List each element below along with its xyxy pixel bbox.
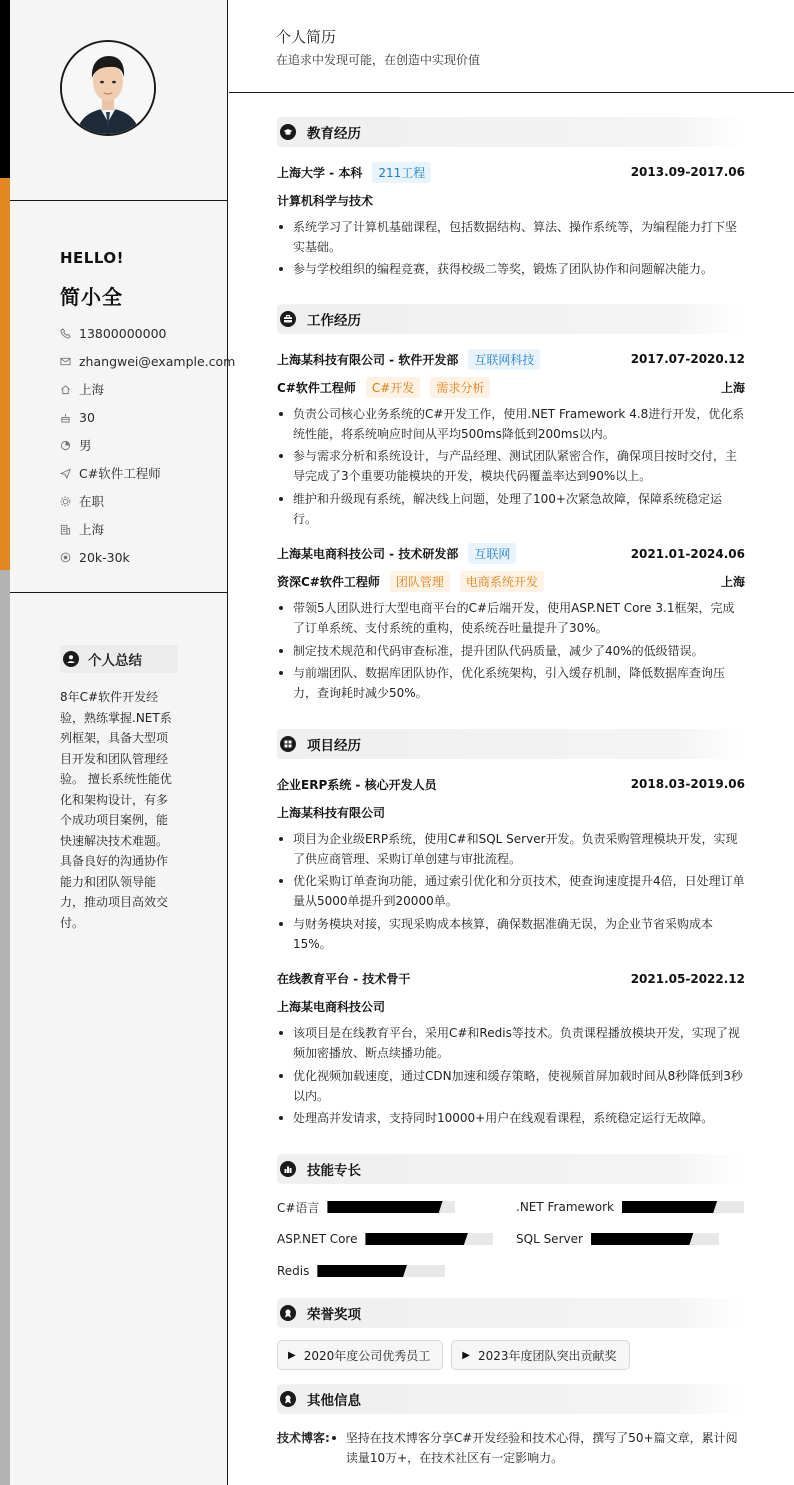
project-bullets bbox=[277, 1023, 745, 1128]
list-item: 坚持在技术博客分享C#开发经验和技术心得，撰写了50+篇文章，累计阅读量10万+，在技术社区有一定影响力。 bbox=[330, 1428, 745, 1468]
school-name: 上海大学 - 本科 bbox=[277, 165, 363, 180]
other-bullets bbox=[330, 1428, 745, 1468]
status-icon bbox=[60, 496, 71, 507]
skill-bar bbox=[365, 1233, 493, 1245]
project-period: 2021.05-2022.12 bbox=[630, 971, 745, 986]
user-icon bbox=[63, 651, 79, 667]
job-role: C#软件工程师 bbox=[277, 380, 356, 395]
job-industry-tag: 互联网科技 bbox=[468, 349, 540, 370]
star-badge-icon bbox=[280, 1391, 296, 1407]
job-company: 上海某电商科技公司 - 技术研发部 bbox=[277, 547, 459, 561]
projects-section bbox=[277, 729, 745, 1128]
project-entry bbox=[277, 965, 745, 1129]
skill-item bbox=[516, 1196, 744, 1218]
list-item: 与前端团队、数据库团队协作，优化系统架构，引入缓存机制，降低数据库查询压力，查询耗时减少50%。 bbox=[277, 663, 745, 703]
skill-bar-fill bbox=[327, 1201, 442, 1213]
job-skill-tag: 团队管理 bbox=[390, 571, 450, 592]
job-city: 上海 bbox=[720, 575, 745, 589]
job-bullets bbox=[277, 598, 745, 703]
award-item[interactable] bbox=[451, 1340, 629, 1370]
other-section bbox=[277, 1384, 745, 1468]
info-value: 20k-30k bbox=[79, 549, 130, 565]
education-section bbox=[277, 117, 745, 279]
list-item: 系统学习了计算机基础课程，包括数据结构、算法、操作系统等，为编程能力打下坚实基础。 bbox=[277, 217, 745, 257]
send-icon bbox=[60, 468, 71, 479]
project-bullets bbox=[277, 829, 745, 954]
projects-heading bbox=[277, 729, 745, 759]
job-industry-tag: 互联网 bbox=[468, 543, 516, 564]
summary-heading bbox=[60, 645, 178, 673]
skill-bar bbox=[591, 1233, 719, 1245]
gender-icon bbox=[60, 440, 71, 451]
award-item[interactable] bbox=[277, 1340, 443, 1370]
project-name: 企业ERP系统 - 核心开发人员 bbox=[277, 777, 437, 792]
skill-bar-fill bbox=[591, 1233, 693, 1245]
info-value: 上海 bbox=[79, 382, 105, 397]
job-skill-tag: 电商系统开发 bbox=[460, 571, 544, 592]
project-name-row bbox=[277, 770, 745, 798]
list-item: 负责公司核心业务系统的C#开发工作，使用.NET Framework 4.8进行开发，优化系统性能，将系统响应时间从平均500ms降低到200ms以内。 bbox=[277, 404, 745, 444]
list-item: 参与学校组织的编程竞赛，获得校级二等奖，锻炼了团队协作和问题解决能力。 bbox=[277, 259, 745, 279]
awards-heading bbox=[277, 1298, 745, 1328]
job-role: 资深C#软件工程师 bbox=[277, 575, 380, 589]
education-row bbox=[277, 158, 745, 186]
briefcase-icon bbox=[280, 311, 296, 327]
building-icon bbox=[60, 524, 71, 535]
bar-chart-icon bbox=[280, 1161, 296, 1177]
section-title: 项目经历 bbox=[307, 738, 361, 754]
info-value: 上海 bbox=[79, 522, 105, 537]
award-label: 2020年度公司优秀员工 bbox=[303, 1348, 431, 1363]
job-city: 上海 bbox=[720, 380, 745, 395]
play-icon: ▶ bbox=[288, 1349, 296, 1361]
salary-icon bbox=[60, 552, 71, 563]
skill-bar-fill bbox=[317, 1265, 407, 1277]
info-value: zhangwei@example.com bbox=[79, 353, 236, 369]
section-title: 其他信息 bbox=[307, 1393, 361, 1409]
skill-item bbox=[516, 1228, 744, 1250]
education-heading bbox=[277, 117, 745, 147]
info-work-city bbox=[60, 515, 227, 543]
info-value: 13800000000 bbox=[79, 325, 167, 341]
phone-icon bbox=[60, 328, 71, 339]
list-item: 优化视频加载速度，通过CDN加速和缓存策略，使视频首屏加载时间从8秒降低到3秒以内。 bbox=[277, 1066, 745, 1106]
section-title: 教育经历 bbox=[307, 126, 361, 142]
project-company: 上海某科技有限公司 bbox=[277, 805, 386, 820]
awards-section bbox=[277, 1298, 745, 1370]
summary-section bbox=[10, 593, 227, 933]
list-item: 参与需求分析和系统设计，与产品经理、测试团队紧密合作，确保项目按时交付，主导完成了3个重要功能模块的开发，模块代码覆盖率达到90%以上。 bbox=[277, 446, 745, 486]
info-value: 男 bbox=[79, 438, 92, 453]
list-item: 该项目是在线教育平台，采用C#和Redis等技术。负责课程播放模块开发，实现了视频加密播放、断点续播功能。 bbox=[277, 1023, 745, 1063]
award-label: 2023年度团队突出贡献奖 bbox=[477, 1348, 617, 1363]
list-item: 优化采购订单查询功能，通过索引优化和分页技术，使查询速度提升4倍，日处理订单量从5000单提升到20000单。 bbox=[277, 871, 745, 911]
info-value: 在职 bbox=[79, 494, 105, 509]
page-title: 个人简历 bbox=[276, 28, 337, 46]
school-tag: 211工程 bbox=[372, 162, 431, 183]
person-name: 简小全 bbox=[60, 285, 123, 309]
info-status bbox=[60, 487, 227, 515]
info-age bbox=[60, 403, 227, 431]
info-phone bbox=[60, 319, 227, 347]
main-content bbox=[229, 0, 794, 1485]
project-name-row bbox=[277, 965, 745, 993]
skills-heading bbox=[277, 1154, 745, 1184]
list-item: 与财务模块对接，实现采购成本核算，确保数据准确无误，为企业节省采购成本15%。 bbox=[277, 914, 745, 954]
other-heading bbox=[277, 1384, 745, 1414]
section-title: 工作经历 bbox=[307, 313, 361, 329]
home-icon bbox=[60, 384, 71, 395]
info-salary bbox=[60, 543, 227, 571]
grid-icon bbox=[280, 736, 296, 752]
education-period: 2013.09-2017.06 bbox=[630, 165, 745, 179]
project-company: 上海某电商科技公司 bbox=[277, 1000, 386, 1014]
job-skill-tag: 需求分析 bbox=[430, 377, 490, 398]
other-row bbox=[277, 1428, 745, 1468]
cake-icon bbox=[60, 412, 71, 423]
info-position bbox=[60, 459, 227, 487]
section-title: 荣誉奖项 bbox=[307, 1307, 361, 1323]
list-item: 制定技术规范和代码审查标准，提升团队代码质量，减少了40%的低级错误。 bbox=[277, 641, 745, 661]
awards-list bbox=[277, 1340, 745, 1370]
info-email bbox=[60, 347, 236, 375]
work-heading bbox=[277, 304, 745, 334]
skill-item bbox=[277, 1260, 516, 1282]
skill-item bbox=[277, 1196, 516, 1218]
skill-name: SQL Server bbox=[516, 1232, 583, 1246]
skill-bar-fill bbox=[365, 1233, 467, 1245]
list-item: 项目为企业级ERP系统，使用C#和SQL Server开发。负责采购管理模块开发，实现了供应商管理、采购订单创建与审批流程。 bbox=[277, 829, 745, 869]
job-bullets bbox=[277, 404, 745, 529]
skill-name: C#语言 bbox=[277, 1200, 320, 1215]
skill-bar bbox=[327, 1201, 455, 1213]
project-entry bbox=[277, 770, 745, 954]
info-value: 30 bbox=[79, 409, 95, 425]
skill-bar-fill bbox=[622, 1201, 717, 1213]
education-major: 计算机科学与技术 bbox=[277, 193, 374, 208]
job-entry bbox=[277, 540, 745, 704]
job-company-row bbox=[277, 540, 745, 568]
profile-section bbox=[10, 201, 236, 593]
sidebar bbox=[10, 0, 236, 1485]
education-bullets bbox=[277, 217, 745, 280]
job-period: 2021.01-2024.06 bbox=[630, 546, 745, 561]
accent-stripe-bottom bbox=[0, 570, 10, 1485]
project-name: 在线教育平台 - 技术骨干 bbox=[277, 972, 411, 986]
graduation-cap-icon bbox=[280, 124, 296, 140]
list-item: 带领5人团队进行大型电商平台的C#后端开发，使用ASP.NET Core 3.1框架，完成了订单系统、支付系统的重构，使系统吞吐量提升了30%。 bbox=[277, 598, 745, 638]
summary-title: 个人总结 bbox=[88, 653, 142, 669]
avatar bbox=[60, 40, 156, 136]
section-title: 技能专长 bbox=[307, 1163, 361, 1179]
job-role-row bbox=[277, 373, 745, 401]
job-company: 上海某科技有限公司 - 软件开发部 bbox=[277, 352, 459, 367]
work-section bbox=[277, 304, 745, 703]
list-item: 维护和升级现有系统，解决线上问题，处理了100+次紧急故障，保障系统稳定运行。 bbox=[277, 489, 745, 529]
skill-bar bbox=[317, 1265, 445, 1277]
resume-header bbox=[229, 0, 794, 93]
contact-info-list bbox=[60, 319, 236, 571]
play-icon: ▶ bbox=[462, 1349, 470, 1361]
skill-item bbox=[277, 1228, 516, 1250]
accent-stripe-middle bbox=[0, 178, 10, 570]
skill-name: .NET Framework bbox=[516, 1200, 614, 1214]
project-period: 2018.03-2019.06 bbox=[630, 777, 745, 791]
job-company-row bbox=[277, 345, 745, 373]
job-entry bbox=[277, 345, 745, 529]
award-icon bbox=[280, 1305, 296, 1321]
accent-stripe-top bbox=[0, 0, 10, 178]
info-value: C#软件工程师 bbox=[79, 466, 161, 481]
summary-text: 8年C#软件开发经验，熟练掌握.NET系列框架，具备大型项目开发和团队管理经验。 擅长系统性能优化和架构设计，有多个成功项目案例，能快速解决技术难题。具备良好的沟通协作能力和团队领导能力，推动项目高效交付。 bbox=[60, 690, 172, 930]
list-item: 处理高并发请求，支持同时10000+用户在线观看课程，系统稳定运行无故障。 bbox=[277, 1108, 745, 1128]
job-skill-tag: C#开发 bbox=[366, 377, 420, 398]
skill-name: Redis bbox=[277, 1264, 310, 1278]
skill-bar bbox=[622, 1201, 744, 1213]
hello-heading: HELLO! bbox=[60, 249, 124, 267]
page-subtitle: 在追求中发现可能，在创造中实现价值 bbox=[276, 53, 481, 67]
job-period: 2017.07-2020.12 bbox=[630, 352, 745, 366]
avatar-section bbox=[10, 0, 227, 201]
skills-grid bbox=[277, 1196, 745, 1282]
info-hometown bbox=[60, 375, 227, 403]
job-role-row bbox=[277, 568, 745, 596]
info-gender bbox=[60, 431, 227, 459]
skills-section bbox=[277, 1154, 745, 1282]
mail-icon bbox=[60, 356, 71, 367]
other-label: 技术博客: bbox=[277, 1431, 330, 1445]
skill-name: ASP.NET Core bbox=[277, 1232, 358, 1246]
